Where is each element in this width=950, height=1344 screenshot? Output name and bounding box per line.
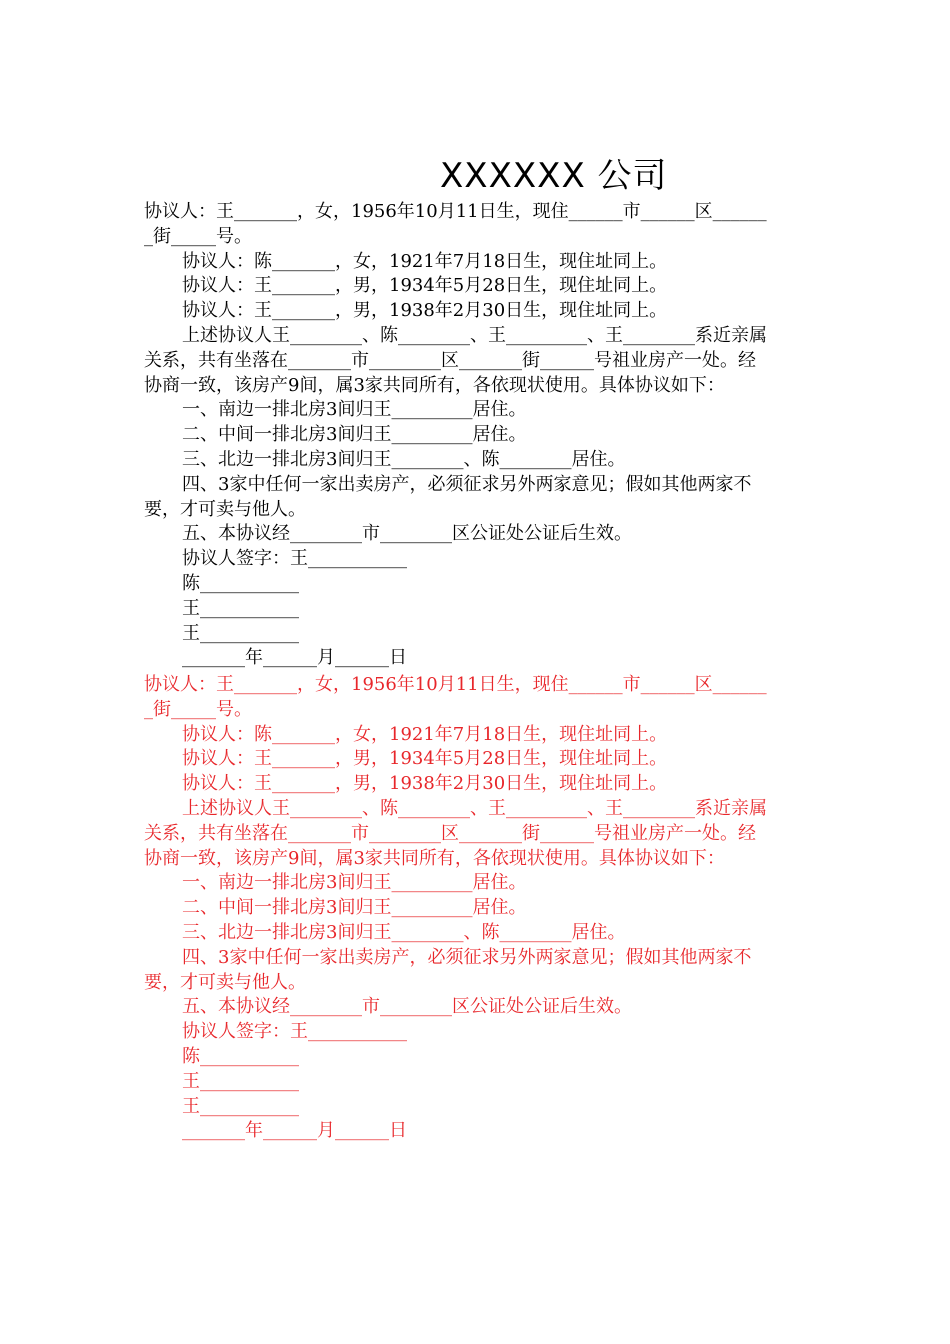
text-line: 三、北边一排北房3间归王________、陈________居住。 <box>182 448 626 470</box>
text-line: 要，才可卖与他人。 <box>144 971 306 993</box>
text-line: 上述协议人王________、陈________、王_________、王________系近亲属 <box>182 324 767 346</box>
text-line: 协议人：王_______，男，1938年2月30日生，现住址同上。 <box>182 773 668 795</box>
text-line: _______年______月______日 <box>182 1120 407 1142</box>
text-line: 协议人：王_______，男，1934年5月28日生，现住址同上。 <box>182 275 668 297</box>
text-line: 协议人：王_______，男，1938年2月30日生，现住址同上。 <box>182 300 668 322</box>
text-line: 王___________ <box>182 1070 299 1092</box>
text-line: 五、本协议经________市________区公证处公证后生效。 <box>182 523 632 545</box>
text-line: 协商一致，该房产9间，属3家共同所有，各依现状使用。具体协议如下： <box>144 374 725 396</box>
text-line: 协议人签字：王___________ <box>182 1021 407 1043</box>
text-line: 王___________ <box>182 1095 299 1117</box>
text-line: 一、南边一排北房3间归王_________居住。 <box>182 872 527 894</box>
text-line: 四、3家中任何一家出卖房产，必须征求另外两家意见；假如其他两家不 <box>182 946 752 968</box>
text-line: 关系，共有坐落在_______市________区_______街______号祖业房产一处。经 <box>144 822 756 844</box>
text-line: _街_____号。 <box>144 225 252 247</box>
text-line: 要，才可卖与他人。 <box>144 498 306 520</box>
text-line: 协议人：王_______，女，1956年10月11日生，现住______市______区______ <box>144 201 767 222</box>
text-line: 二、中间一排北房3间归王_________居住。 <box>182 424 527 446</box>
text-line: 五、本协议经________市________区公证处公证后生效。 <box>182 996 632 1018</box>
text-line: 协议人：王_______，男，1934年5月28日生，现住址同上。 <box>182 748 668 770</box>
text-line: 王___________ <box>182 597 299 619</box>
text-line: 三、北边一排北房3间归王________、陈________居住。 <box>182 921 626 943</box>
text-line: 王___________ <box>182 622 299 644</box>
agreement-text-black <box>144 200 808 671</box>
text-line: _街_____号。 <box>144 698 252 720</box>
text-line: 协商一致，该房产9间，属3家共同所有，各依现状使用。具体协议如下： <box>144 847 725 869</box>
text-line: 协议人：陈_______，女，1921年7月18日生，现住址同上。 <box>182 723 668 745</box>
text-line: 二、中间一排北房3间归王_________居住。 <box>182 897 527 919</box>
text-line: 关系，共有坐落在_______市________区_______街______号祖业房产一处。经 <box>144 349 756 371</box>
text-line: _______年______月______日 <box>182 647 407 669</box>
text-line: 协议人：王_______，女，1956年10月11日生，现住______市______区______ <box>144 674 767 695</box>
text-line: 陈___________ <box>182 572 299 594</box>
agreement-text-red <box>144 673 808 1144</box>
text-line: 协议人签字：王___________ <box>182 548 407 570</box>
document-title: XXXXXX 公司 <box>440 156 668 196</box>
text-line: 一、南边一排北房3间归王_________居住。 <box>182 399 527 421</box>
text-line: 上述协议人王________、陈________、王_________、王________系近亲属 <box>182 797 767 819</box>
text-line: 四、3家中任何一家出卖房产，必须征求另外两家意见；假如其他两家不 <box>182 473 752 495</box>
text-line: 协议人：陈_______，女，1921年7月18日生，现住址同上。 <box>182 250 668 272</box>
text-line: 陈___________ <box>182 1045 299 1067</box>
